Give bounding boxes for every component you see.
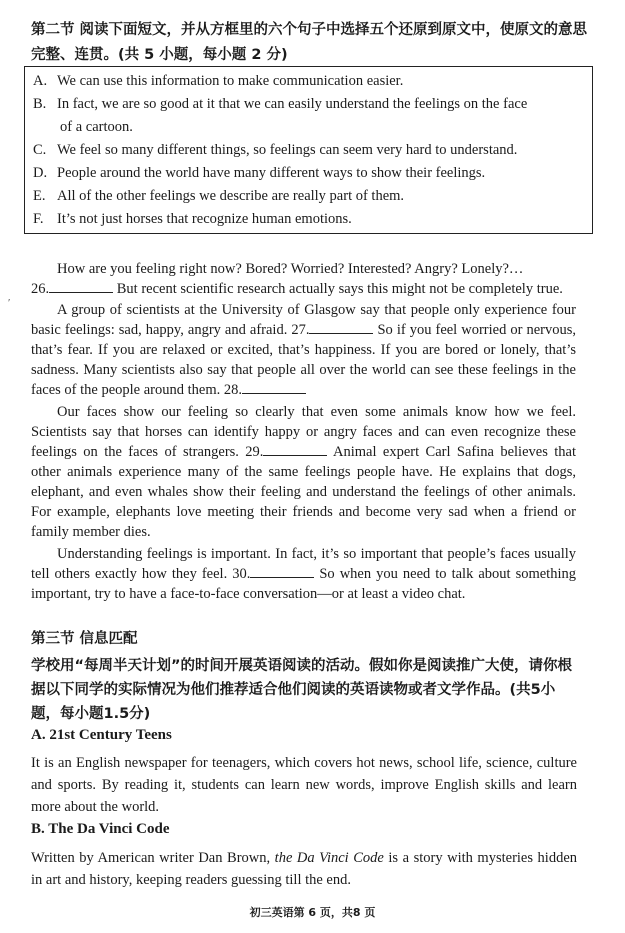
option-letter: C. (33, 142, 47, 158)
option-text: It’s not just horses that recognize human emotions. (57, 211, 352, 227)
option-text: People around the world have many different ways to show their feelings. (57, 165, 486, 181)
page-footer: 初三英语第 6 页，共8 页 (249, 906, 376, 919)
book-b-description (31, 847, 577, 891)
option-d (33, 164, 485, 182)
option-text: We feel so many different things, so feelings can seem very hard to understand. (57, 142, 518, 158)
passage-paragraph-3 (31, 402, 576, 542)
option-letter: F. (33, 211, 44, 227)
book-a-title: A. 21st Century Teens (31, 727, 172, 743)
option-e (33, 187, 404, 205)
options-box (24, 66, 593, 234)
answer-blank-27[interactable] (309, 321, 373, 334)
text: Written by American writer Dan Brown, (31, 850, 275, 866)
option-letter: A. (33, 73, 48, 89)
text: is a story with mysteries hidden in art and history, keeping readers guessing till the end. (31, 850, 577, 888)
text: Our faces show our feeling so clearly that even some animals know how we feel. Scientists say that horses can identify happy or angry faces and can even recognize these feelings on the faces of strangers. 29. (31, 404, 576, 460)
option-letter: B. (33, 96, 47, 112)
section3-title: 第三节 信息匹配 (31, 631, 138, 647)
text: A group of scientists at the University of Glasgow say that people only experience four basic feelings: sad, happy, angry and afraid. 27. (31, 302, 576, 338)
passage-paragraph-1-cont (31, 279, 576, 299)
book-a-description: It is an English newspaper for teenagers, which covers hot news, school life, science, culture and sports. By reading it, students can learn new words, improve English skills and learn more about the world. (31, 755, 577, 815)
text: So when you need to talk about something important, try to have a face-to-face conversation—or at least a video chat. (31, 566, 576, 602)
text: Understanding feelings is important. In fact, it’s so important that people’s faces usually tell others exactly how they feel. 30. (31, 546, 576, 582)
text: How are you feeling right now? Bored? Worried? Interested? Angry? Lonely?… (57, 261, 524, 277)
option-text: All of the other feelings we describe are really part of them. (57, 188, 405, 204)
option-text: We can use this information to make communication easier. (57, 73, 404, 89)
answer-blank-30[interactable] (250, 565, 314, 578)
answer-blank-28[interactable] (242, 381, 306, 394)
book-title-italic: the Da Vinci Code (274, 850, 384, 866)
text: Animal expert Carl Safina believes that other animals experience many of the same feelings people have. He explains that dogs, elephant, and even whales show their feeling and understand the feelings of other animals. For example, elephants love meeting their friends and become very sad when a friend or family member dies. (31, 444, 576, 540)
option-b (33, 95, 527, 113)
option-text: In fact, we are so good at it that we can easily understand the feelings on the face (57, 96, 528, 112)
option-c (33, 141, 517, 159)
text: So if you feel worried or nervous, that’s fear. If you are relaxed or excited, that’s happiness. If you are bored or lonely, that’s sadness. Many scientists also say that people all over the world can see these feelings in the faces of the people around them. 28. (31, 322, 576, 398)
question-number: 26. (31, 281, 50, 297)
passage (31, 259, 576, 604)
passage-paragraph-2 (31, 300, 576, 400)
section2-heading: 第二节 阅读下面短文，并从方框里的六个句子中选择五个还原到原文中，使原文的意思完整、连贯。(共 5 小题，每小题 2 分) (31, 22, 588, 63)
text: But recent scientific research actually says this might not be completely true. (113, 281, 563, 297)
option-letter: D. (33, 165, 48, 181)
passage-paragraph-4 (31, 544, 576, 604)
section3-intro: 学校用“每周半天计划”的时间开展英语阅读的活动。假如你是阅读推广大使，请你根据以下同学的实际情况为他们推荐适合他们阅读的英语读物或者文学作品。(共5小题，每小题1.5分) (31, 658, 573, 722)
margin-mark: ′ (8, 297, 11, 309)
answer-blank-29[interactable] (263, 443, 327, 456)
option-b-continuation: of a cartoon. (60, 119, 133, 135)
option-f (33, 210, 352, 228)
passage-paragraph-1 (31, 259, 576, 279)
option-a (33, 72, 403, 90)
option-letter: E. (33, 188, 46, 204)
book-b-title: B. The Da Vinci Code (31, 821, 170, 837)
answer-blank-26[interactable] (49, 280, 113, 293)
